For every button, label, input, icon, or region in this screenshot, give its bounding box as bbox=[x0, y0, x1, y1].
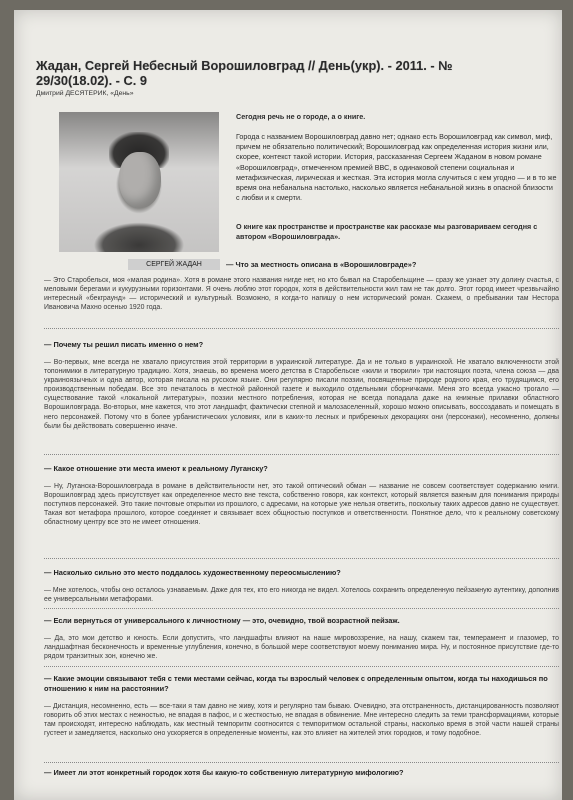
intro-closing: О книге как пространстве и пространстве как рассказе мы разговариваем сегодня с автором «Ворошиловграда». bbox=[236, 222, 538, 242]
separator bbox=[44, 454, 559, 455]
author-photo bbox=[59, 112, 219, 252]
article-title: Жадан, Сергей Небесный Ворошиловград // День(укр). - 2011. - № 29/30(18.02). - С. 9 bbox=[36, 58, 453, 88]
intro-lead: Сегодня речь не о городе, а о книге. bbox=[236, 112, 366, 121]
answer-2: — Во-первых, мне всегда не хватало присутствия этой территории в украинской литературе. Да и не только в украинской. Не хватало включенности этой топонимики в литературную традицию. Хотя, знаешь, во времена моего детства в Старобельске «жили и творили» три настоящих поэта, члена союза — два украиноязычных и одна автор, которая писала на русском языке. Они регулярно писали поэзии, посвященные природе родного края, его трудящимся, его производственным победам. Все это печаталось в местной районной газете и выходило отдельными сборничками. Меня это всегда ужасно трогало — существование такой «локальной литературы», поэзии местного потребления, которая не всегда попадала даже на книжные прилавки областного Ворошиловграда. Во-вторых, мне кажется, что этот ландшафт, фактически степной и малозаселенный, хорошо можно описывать, воссоздавать и помещать в него персонажей. Потому что в более урбанистических условиях, или в каких-то лесных и прибрежных декорациях они (персонажи), несомненно, должны были бы действовать совершенно иначе. bbox=[44, 359, 559, 430]
separator bbox=[44, 558, 559, 559]
answer-1: — Это Старобельск, моя «малая родина». Хотя в романе этого названия нигде нет, но кто бывал на Старобельщине — сразу же узнает эту долину счастья, с меловыми берегами и кукурузными горизонтами. Я очень люблю этот городок, хотя в действительности жил там не так долго. Этот город имеет чрезвычайно интересный «бекграунд» — исторический и культурный. Возможно, я когда-то напишу о нем исторический роман. Скажем, о пребывании там Нестора Ивановича Махно осенью 1920 года. bbox=[44, 277, 559, 312]
question-6: — Какие эмоции связывают тебя с теми местами сейчас, когда ты взрослый человек с определенным опытом, когда ты находишься по отношению к ним на расстоянии? bbox=[44, 674, 548, 693]
separator bbox=[44, 666, 559, 667]
answer-5: — Да, это мои детство и юность. Если допустить, что ландшафты влияют на наше мировоззрение, на нашу, скажем так, темперамент и глазомер, то ландшафтная бесконечность и временные углубления, конечно, в большой мере соответствуют моему пониманию мира. Ну, и постоянное присутствие где-то рядом транзитных зон, конечно же. bbox=[44, 635, 559, 661]
separator bbox=[44, 762, 559, 763]
photo-caption: СЕРГЕЙ ЖАДАН bbox=[128, 259, 220, 270]
photo-face bbox=[119, 152, 161, 208]
intro-paragraph: Города с названием Ворошиловград давно нет; однако есть Ворошиловград как символ, миф, причем не обязательно политический; Ворошиловград как определенная история жизни или, скорее, контекст такой истории. История, рассказанная Сергеем Жаданом в новом романе «Ворошиловград», отмеченном премией ВВС, в одинаковой степени социальная и метафизическая, лирическая и жесткая. Эта история могла случиться с кем угодно — и в то же время она небанальна настолько, насколько является небанальной жизнь в опасной близости с любви и к смерти. bbox=[236, 132, 557, 203]
answer-6: — Дистанция, несомненно, есть — все-таки я там давно не живу, хотя и регулярно там бываю. Очевидно, эта отстраненность, дистанцированность позволяют говорить об этих местах с нежностью, не впадая в пафос, и с жесткостью, не впадая в обвинение. Мне интересно следить за теми трансформациями, которые там происходят, интересно наблюдать, как местный темпоритм соотносится с темпоритмом остальной страны, насколько время в этой части нашей страны густеет и замедляется, насколько оно ускоряется в определенные моменты, как это влияет на жителей этих городков, и тому подобное. bbox=[44, 703, 559, 738]
question-7: — Имеет ли этот конкретный городок хотя бы какую-то собственную литературную мифологию? bbox=[44, 768, 404, 777]
answer-3: — Ну, Луганска-Ворошиловграда в романе в действительности нет, это такой оптический обман — название не совсем соответствует содержанию книги. Ворошиловград здесь присутствует как определенное место вне текста, собственно говоря, как контекст, который является важным для понимания природы поступков персонажей. Это такие почтовые открытки из прошлого, с адресами, на которые уже нельзя ответить, поскольку таких адресов давно не существует. Такая вот метафора прошлого, которое соединяет и связывает всех общностью поступков и ответственности. Понятное дело, что к реальному советскому областному центру все это не имеет отношения. bbox=[44, 483, 559, 527]
author-line: Дмитрий ДЕСЯТЕРИК, «День» bbox=[36, 90, 134, 97]
clipping-sheet bbox=[14, 10, 562, 800]
question-4: — Насколько сильно это место поддалось художественному переосмыслению? bbox=[44, 568, 341, 577]
question-5: — Если вернуться от универсального к личностному — это, очевидно, твой возрастной пейзаж. bbox=[44, 616, 400, 625]
question-3: — Какое отношение эти места имеют к реальному Луганску? bbox=[44, 464, 268, 473]
separator bbox=[44, 608, 559, 609]
question-1: — Что за местность описана в «Ворошиловграде»? bbox=[226, 260, 417, 269]
question-2: — Почему ты решил писать именно о нем? bbox=[44, 340, 204, 349]
answer-4: — Мне хотелось, чтобы оно осталось узнаваемым. Даже для тех, кто его никогда не видел. Хотелось сохранить определенную пейзажную аутентику, дополнив ее универсальными метафорами. bbox=[44, 587, 559, 604]
separator bbox=[44, 328, 559, 329]
